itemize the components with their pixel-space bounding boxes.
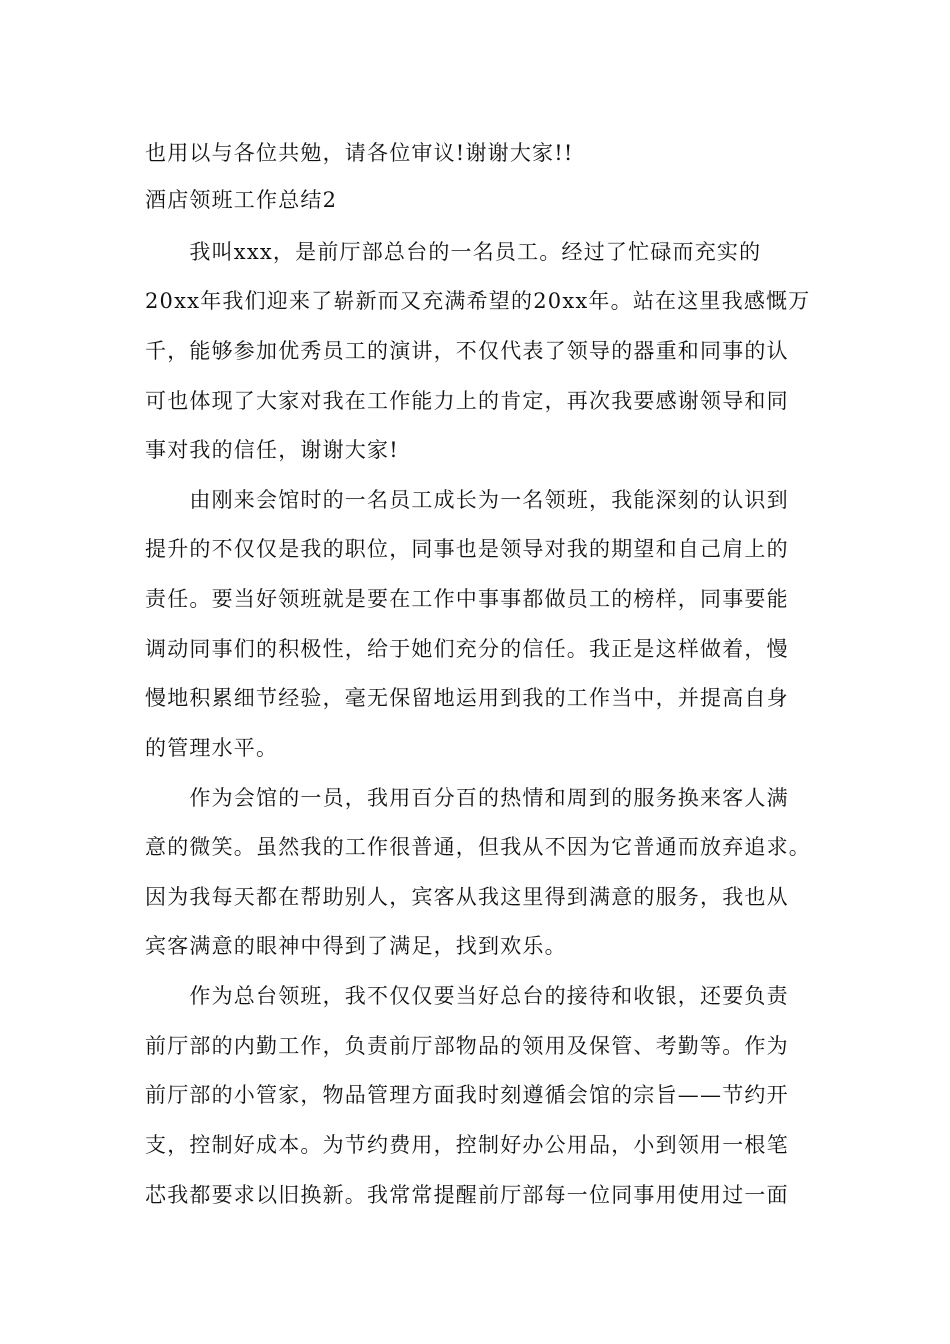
paragraph-line: 宾客满意的眼神中得到了满足，找到欢乐。: [145, 934, 567, 958]
paragraph-line: 调动同事们的积极性，给于她们充分的信任。我正是这样做着，慢: [145, 637, 789, 661]
paragraph-line: 支，控制好成本。为节约费用，控制好办公用品，小到领用一根笔: [145, 1133, 789, 1157]
paragraph-line: 事对我的信任，谢谢大家!: [145, 438, 399, 462]
paragraph-line: 意的微笑。虽然我的工作很普通，但我从不因为它普通而放弃追求。: [145, 835, 811, 859]
paragraph-line: 我叫xxx，是前厅部总台的一名员工。经过了忙碌而充实的: [145, 240, 762, 264]
paragraph-line: 责任。要当好领班就是要在工作中事事都做员工的榜样，同事要能: [145, 587, 789, 611]
closing-line: 也用以与各位共勉，请各位审议!谢谢大家!!: [145, 141, 574, 165]
paragraph-line: 可也体现了大家对我在工作能力上的肯定，再次我要感谢领导和同: [145, 389, 789, 413]
paragraph-line: 芯我都要求以旧换新。我常常提醒前厅部每一位同事用使用过一面: [145, 1183, 789, 1207]
paragraph-line: 千，能够参加优秀员工的演讲，不仅代表了领导的器重和同事的认: [145, 339, 789, 363]
paragraph-line: 作为会馆的一员，我用百分百的热情和周到的服务换来客人满: [145, 786, 789, 810]
paragraph-line: 因为我每天都在帮助别人，宾客从我这里得到满意的服务，我也从: [145, 885, 789, 909]
paragraph-line: 慢地积累细节经验，毫无保留地运用到我的工作当中，并提高自身: [145, 686, 789, 710]
paragraph-line: 作为总台领班，我不仅仅要当好总台的接待和收银，还要负责: [145, 984, 789, 1008]
paragraph-line: 20xx年我们迎来了崭新而又充满希望的20xx年。站在这里我感慨万: [145, 289, 811, 313]
paragraph-line: 前厅部的小管家，物品管理方面我时刻遵循会馆的宗旨——节约开: [145, 1083, 789, 1107]
section-title: 酒店领班工作总结2: [145, 188, 338, 212]
paragraph-line: 提升的不仅仅是我的职位，同事也是领导对我的期望和自己肩上的: [145, 537, 789, 561]
paragraph-line: 由刚来会馆时的一名员工成长为一名领班，我能深刻的认识到: [145, 488, 789, 512]
paragraph-line: 前厅部的内勤工作，负责前厅部物品的领用及保管、考勤等。作为: [145, 1034, 789, 1058]
paragraph-line: 的管理水平。: [145, 736, 279, 760]
